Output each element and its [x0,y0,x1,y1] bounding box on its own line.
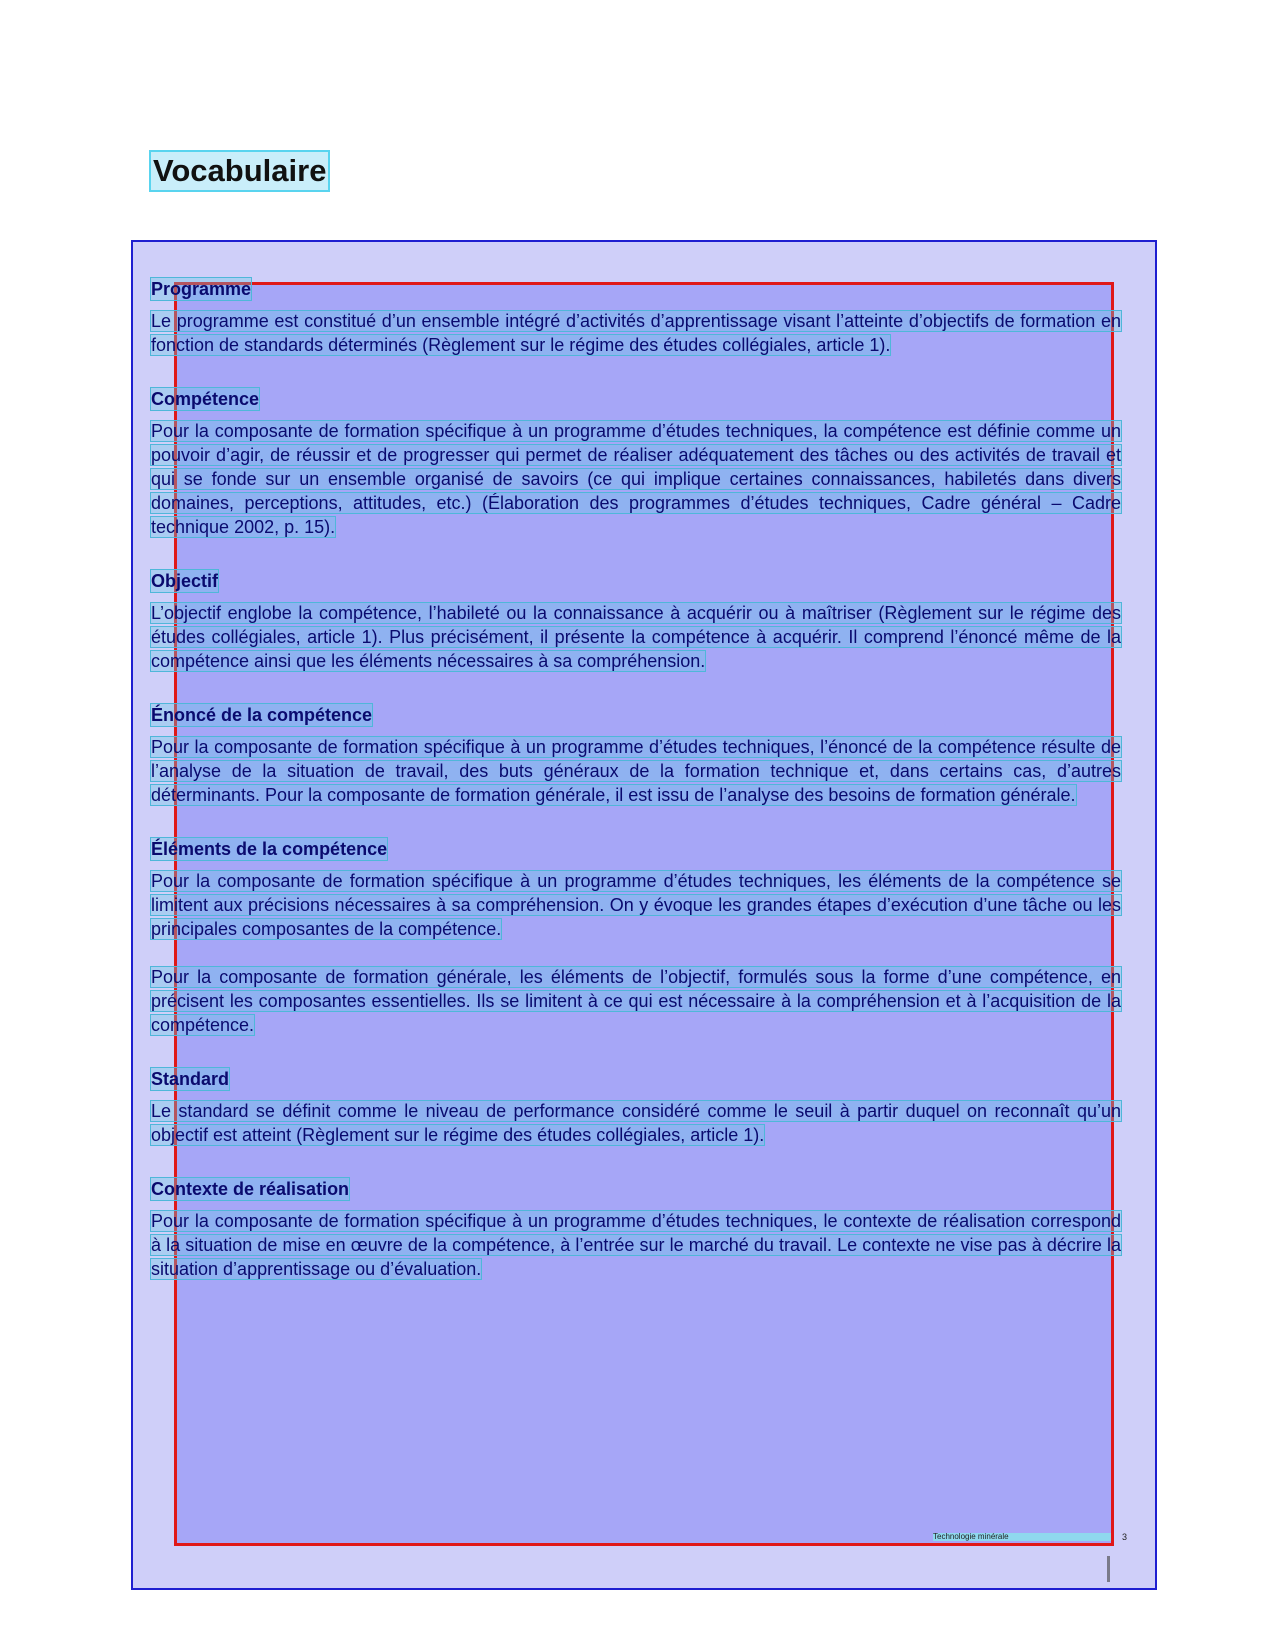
section-paragraph [151,735,1121,807]
section-paragraph [151,869,1121,941]
page-number: 3 [1122,1532,1128,1542]
section-heading: Énoncé de la compétence [151,705,373,725]
paragraph-text: Pour la composante de formation spécifique à un programme d’études techniques, l’énoncé de la compétence résulte de l’analyse de la situation de travail, des buts généraux de la formation technique et, dans certains cas, d’autres déterminants. Pour la composante de formation générale, il est issu de l’analyse des besoins de formation générale. [151,737,1121,805]
paragraph-text: Pour la composante de formation spécifique à un programme d’études techniques, le contexte de réalisation correspond à la situation de mise en œuvre de la compétence, à l’entrée sur le marché du travail. Le contexte ne vise pas à décrire la situation d’apprentissage ou d’évaluation. [151,1211,1121,1279]
section-competence [151,388,1121,539]
footer-program-name: Technologie minérale [933,1533,1111,1541]
section-heading: Programme [151,279,252,299]
page-marker [1107,1556,1110,1582]
section-programme [151,278,1121,357]
section-paragraph [151,1209,1121,1281]
section-elements [151,838,1121,1037]
section-contexte [151,1178,1121,1281]
section-standard [151,1068,1121,1147]
paragraph-text: Pour la composante de formation générale, les éléments de l’objectif, formulés sous la forme d’une compétence, en précisent les composantes essentielles. Ils se limitent à ce qui est nécessaire à la compréhension et à l’acquisition de la compétence. [151,967,1121,1035]
section-heading: Contexte de réalisation [151,1179,350,1199]
paragraph-text: Pour la composante de formation spécifique à un programme d’études techniques, la compétence est définie comme un pouvoir d’agir, de réussir et de progresser qui permet de réaliser adéquatement des tâches ou des activités de travail et qui se fonde sur un ensemble organisé de savoirs (ce qui implique certaines connaissances, habiletés dans divers domaines, perceptions, attitudes, etc.) (Élaboration des programmes d’études techniques, Cadre général – Cadre technique 2002, p. 15). [151,421,1121,537]
section-paragraph [151,601,1121,673]
section-paragraph [151,419,1121,539]
section-heading: Compétence [151,389,260,409]
paragraph-text: Le programme est constitué d’un ensemble intégré d’activités d’apprentissage visant l’atteinte d’objectifs de formation en fonction de standards déterminés (Règlement sur le régime des études collégiales, article 1). [151,311,1121,355]
page-title: Vocabulaire [153,153,327,188]
section-paragraph [151,1099,1121,1147]
section-heading: Objectif [151,571,219,591]
section-paragraph [151,309,1121,357]
section-enonce [151,704,1121,807]
paragraph-text: L’objectif englobe la compétence, l’habileté ou la connaissance à acquérir ou à maîtriser (Règlement sur le régime des études collégiales, article 1). Plus précisément, il présente la compétence à acquérir. Il comprend l’énoncé même de la compétence ainsi que les éléments nécessaires à sa compréhension. [151,603,1121,671]
section-heading: Éléments de la compétence [151,839,388,859]
section-heading: Standard [151,1069,230,1089]
section-paragraph [151,965,1121,1037]
paragraph-text: Le standard se définit comme le niveau de performance considéré comme le seuil à partir duquel on reconnaît qu’un objectif est atteint (Règlement sur le régime des études collégiales, article 1). [151,1101,1121,1145]
paragraph-text: Pour la composante de formation spécifique à un programme d’études techniques, les éléments de la compétence se limitent aux précisions nécessaires à sa compréhension. On y évoque les grandes étapes d’exécution d’une tâche ou les principales composantes de la compétence. [151,871,1121,939]
section-objectif [151,570,1121,673]
vocabulary-content [151,278,1121,1312]
